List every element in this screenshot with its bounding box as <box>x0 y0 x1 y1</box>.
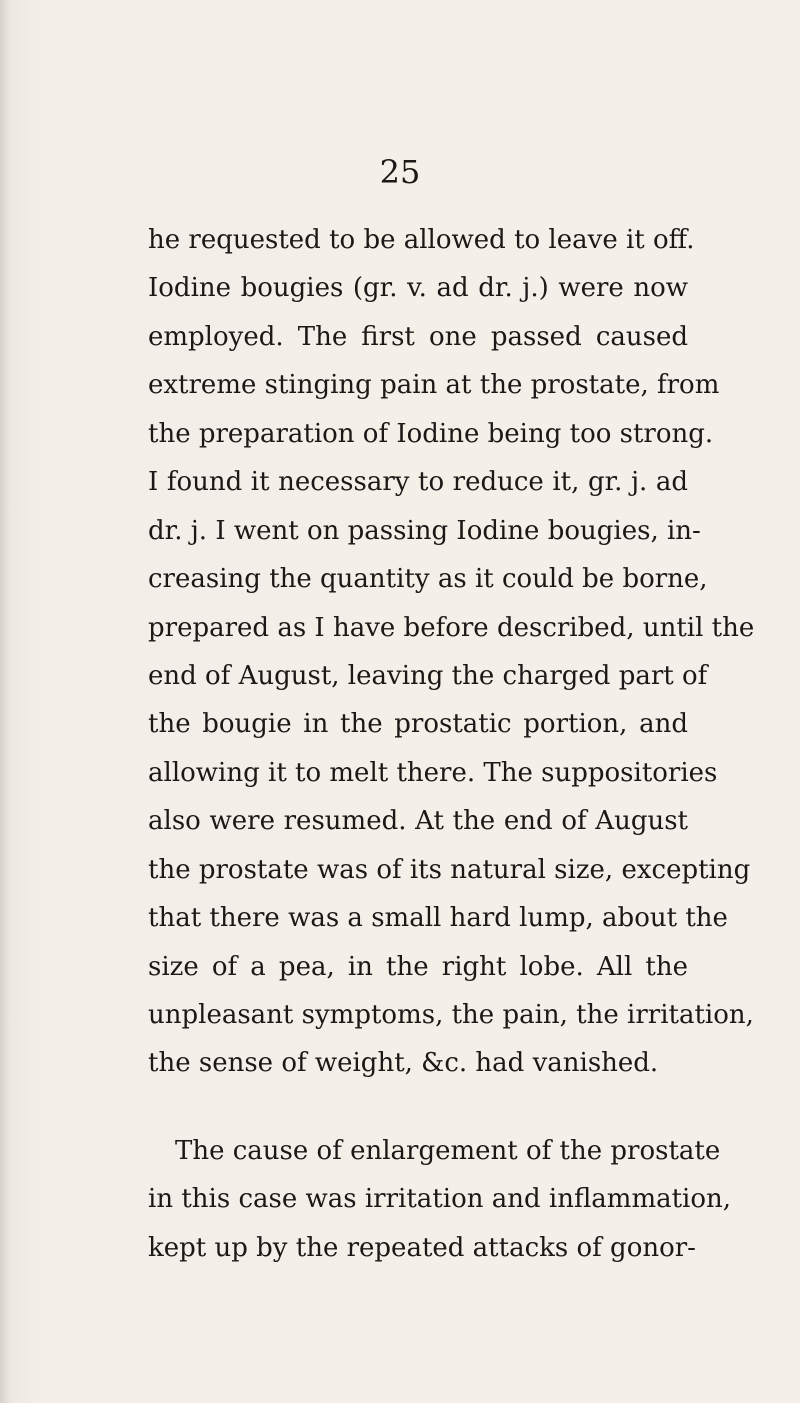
paragraph-spacing <box>148 1088 688 1127</box>
text-line: that there was a small hard lump, about the <box>148 903 728 934</box>
text-line: I found it necessary to reduce it, gr. j. ad <box>148 467 688 498</box>
text-line: unpleasant symptoms, the pain, the irritation, <box>148 1000 754 1030</box>
text-line: the sense of weight, &c. had vanished. <box>148 1048 659 1079</box>
text-line: end of August, leaving the charged part of <box>148 660 708 691</box>
paragraph-1 <box>148 216 755 1088</box>
text-line: creasing the quantity as it could be borne, <box>148 564 708 595</box>
text-line: extreme stinging pain at the prostate, from <box>148 370 720 401</box>
text-line: Iodine bougies (gr. v. ad dr. j.) were now <box>148 273 688 304</box>
body-text <box>148 216 755 1272</box>
page-number: 25 <box>379 153 421 191</box>
paragraph-2 <box>148 1127 732 1272</box>
text-line: allowing it to melt there. The suppositories <box>148 757 718 788</box>
text-line: the prostate was of its natural size, excepting <box>148 854 751 885</box>
text-line: he requested to be allowed to leave it off. <box>148 225 695 255</box>
text-line: dr. j. I went on passing Iodine bougies, in- <box>148 515 701 546</box>
text-line: kept up by the repeated attacks of gonor- <box>148 1232 696 1263</box>
text-line: prepared as I have before described, until the <box>148 612 755 643</box>
text-line: also were resumed. At the end of August <box>148 806 688 837</box>
text-line: size of a pea, in the right lobe. All the <box>148 951 688 982</box>
text-line: the preparation of Iodine being too strong. <box>148 418 714 449</box>
text-line: in this case was irritation and inflammation, <box>148 1184 732 1215</box>
text-line: The cause of enlargement of the prostate <box>175 1135 721 1166</box>
text-line: the bougie in the prostatic portion, and <box>148 709 688 740</box>
text-line: employed. The first one passed caused <box>148 321 688 352</box>
